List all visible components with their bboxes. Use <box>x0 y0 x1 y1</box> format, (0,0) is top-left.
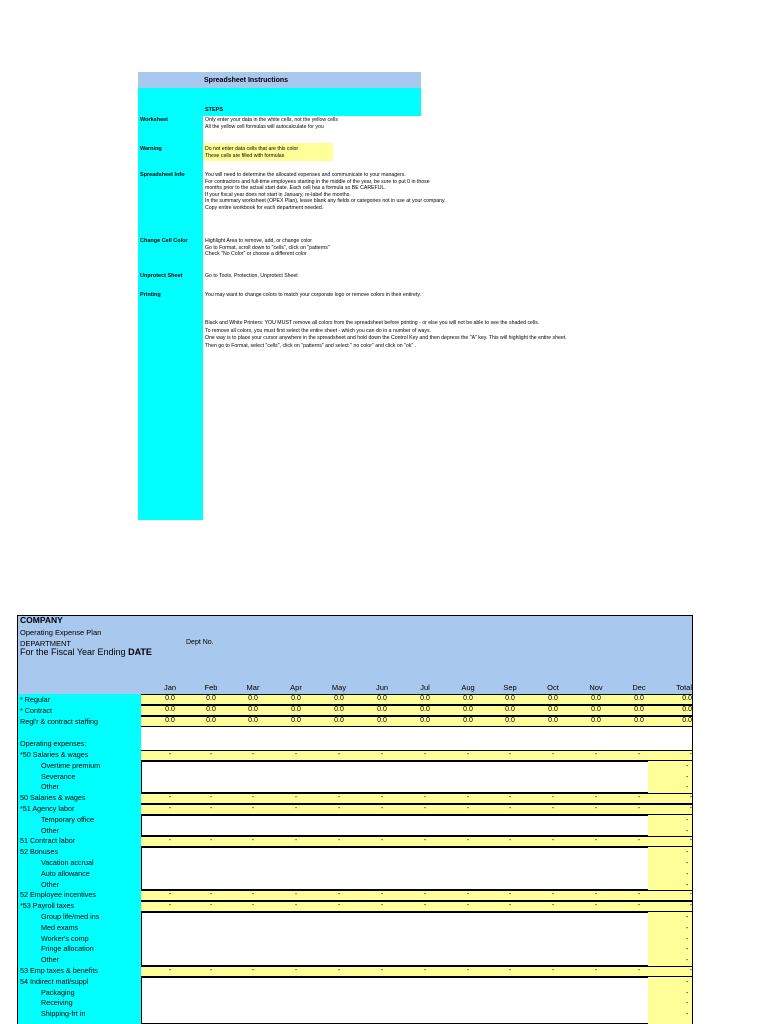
value-cell: - <box>508 805 512 812</box>
value-cell[interactable]: 0.0 <box>334 706 344 713</box>
fiscal-date[interactable]: DATE <box>128 647 152 657</box>
expense-row-label: Worker's comp <box>41 933 89 943</box>
value-cell[interactable]: 0.0 <box>377 695 387 702</box>
staffing-row-label: * Contract <box>20 706 52 715</box>
value-cell[interactable]: 0.0 <box>291 706 301 713</box>
value-cell: - <box>551 794 555 802</box>
total-dash: - <box>686 1000 689 1008</box>
value-cell: - <box>251 794 255 802</box>
value-cell: - <box>168 751 172 758</box>
total-cell: - <box>689 805 692 812</box>
instruction-label: Printing <box>140 292 161 298</box>
total-dash: - <box>686 870 689 878</box>
value-cell: - <box>380 794 384 802</box>
value-cell[interactable]: 0.0 <box>420 695 430 702</box>
value-cell: - <box>594 794 598 802</box>
value-cell: - <box>251 751 255 758</box>
expense-row-label: 52 Bonuses <box>20 847 58 857</box>
expense-row-label: Temporary office <box>41 814 94 824</box>
bw-instruction-line: One way is to place your cursor anywhere in the spreadsheet and hold down the Control Key and then depress the "A" key. This will highlight the entire sheet. <box>205 335 567 342</box>
value-cell: 0.0 <box>291 717 301 724</box>
expense-total-row <box>141 793 692 804</box>
value-cell: 0.0 <box>591 717 601 724</box>
total-dash: - <box>686 849 689 857</box>
value-cell: - <box>251 805 255 812</box>
value-cell: - <box>380 837 384 845</box>
expense-total-row <box>141 836 692 847</box>
instruction-line: For contractors and full-time employees starting in the middle of the year, be sure to put 0 in those <box>205 178 430 185</box>
month-header-apr: Apr <box>290 683 302 692</box>
value-cell: - <box>508 794 512 802</box>
expense-row-label: Other <box>41 879 59 889</box>
expense-row-label: Group life/med ins <box>41 912 100 921</box>
value-cell: - <box>251 967 255 974</box>
value-cell: - <box>337 902 341 910</box>
value-cell: - <box>294 751 298 758</box>
total-cell: - <box>689 967 692 974</box>
value-cell: - <box>168 902 172 910</box>
value-cell[interactable]: 0.0 <box>248 695 258 702</box>
total-cell: 0.0 <box>682 717 692 724</box>
instruction-line: These cells are filled with formulas <box>205 152 285 159</box>
instructions-steps-band <box>203 88 421 116</box>
instruction-line: Copy entire workbook for each department needed. <box>205 205 324 211</box>
month-header-mar: Mar <box>246 683 260 692</box>
value-cell: - <box>380 751 384 758</box>
value-cell: - <box>209 891 213 899</box>
value-cell: - <box>551 902 555 910</box>
value-cell: - <box>466 902 470 910</box>
total-dash: - <box>686 946 689 954</box>
value-cell: - <box>466 891 470 899</box>
value-cell: - <box>423 805 427 812</box>
value-cell: - <box>168 837 172 845</box>
total-dash: - <box>686 914 689 921</box>
month-header-sep: Sep <box>503 683 517 692</box>
total-dash: - <box>686 860 689 867</box>
instruction-line: Go to Format, scroll down to "cells", click on "patterns" <box>205 244 330 251</box>
total-cell: - <box>689 794 692 802</box>
instruction-line: Highlight Area to remove, add, or change color <box>205 238 312 244</box>
staffing-row <box>141 705 692 716</box>
value-cell[interactable]: 0.0 <box>548 706 558 713</box>
value-cell[interactable]: 0.0 <box>248 706 258 713</box>
value-cell: - <box>594 967 598 974</box>
value-cell: - <box>551 805 555 812</box>
steps-label: STEPS <box>205 107 224 113</box>
instructions-label-column <box>138 88 203 520</box>
expense-total-row <box>141 901 692 912</box>
value-cell: 0.0 <box>634 717 644 724</box>
expense-row-label: Receiving <box>41 998 73 1008</box>
value-cell: - <box>466 751 470 758</box>
operating-expenses-label: Operating expenses: <box>20 739 87 748</box>
month-header-oct: Oct <box>547 683 559 692</box>
month-header-aug: Aug <box>461 683 475 692</box>
value-cell: - <box>209 805 213 812</box>
value-cell[interactable]: 0.0 <box>165 706 175 713</box>
value-cell[interactable]: 0.0 <box>206 695 216 702</box>
expense-row-label: *51 Agency labor <box>20 804 75 813</box>
instruction-label: Warning <box>140 146 162 152</box>
value-cell: - <box>594 837 598 845</box>
total-cell: - <box>689 837 692 845</box>
value-cell: - <box>594 902 598 910</box>
total-cell: - <box>689 902 692 910</box>
value-cell: - <box>551 751 555 758</box>
value-cell[interactable]: 0.0 <box>377 706 387 713</box>
value-cell: - <box>423 794 427 802</box>
value-cell[interactable]: 0.0 <box>420 706 430 713</box>
month-header-feb: Feb <box>204 683 218 692</box>
total-header: Total <box>676 683 692 692</box>
instruction-line: In the summary worksheet (OPEX Plan), leave blank any fields or categories not in use at your company. <box>205 198 446 205</box>
month-header-may: May <box>331 683 347 692</box>
instruction-line: Only enter your data in the white cells, not the yellow cells <box>205 117 338 123</box>
value-cell: - <box>294 891 298 899</box>
value-cell[interactable]: 0.0 <box>634 695 644 702</box>
value-cell: - <box>637 891 641 899</box>
instruction-label: Spreadsheet Info <box>140 172 185 178</box>
expense-row-label: Med exams <box>41 922 79 932</box>
plan-subtitle: Operating Expense Plan <box>20 628 102 637</box>
value-cell[interactable]: 0.0 <box>505 706 515 713</box>
bw-instruction-line: Then go to Format, select "cells", click on "patterns" and select " no color" and click on "ok" . <box>205 343 417 350</box>
value-cell: - <box>508 891 512 899</box>
instruction-line: All the yellow cell formulas will autocalculate for you <box>205 123 324 130</box>
value-cell: - <box>337 751 341 758</box>
value-cell: - <box>594 891 598 899</box>
total-dash: - <box>686 784 689 792</box>
value-cell: 0.0 <box>377 717 387 724</box>
value-cell: 0.0 <box>548 717 558 724</box>
total-dash: - <box>686 773 689 781</box>
fiscal-year-line <box>20 647 152 657</box>
total-dash: - <box>686 989 689 997</box>
staffing-row <box>141 694 692 705</box>
value-cell: - <box>294 805 298 812</box>
month-header-jan: Jan <box>163 683 177 692</box>
fiscal-prefix: For the Fiscal Year Ending <box>20 647 126 657</box>
data-entry-area[interactable] <box>141 977 649 1024</box>
value-cell: - <box>380 805 384 812</box>
value-cell: - <box>251 837 255 845</box>
expense-row-label: Other <box>41 782 59 792</box>
total-cell: 0.0 <box>682 695 692 702</box>
instructions-header <box>138 72 421 88</box>
total-dash: - <box>686 935 689 943</box>
value-cell: - <box>209 837 213 845</box>
instruction-line: You may want to change colors to match your corporate logo or remove colors in their entirety. <box>205 292 421 298</box>
expense-row-label: Other <box>41 825 59 835</box>
instruction-line: Go to Tools, Protection, Unprotect Sheet <box>205 273 298 279</box>
value-cell: - <box>508 967 512 974</box>
instruction-line: You will need to determine the allocated expenses and communicate to your managers. <box>205 172 406 178</box>
expense-total-row <box>141 966 692 977</box>
value-cell: - <box>337 967 341 974</box>
expense-row-label: Severance <box>41 771 76 781</box>
instruction-label: Worksheet <box>140 117 169 123</box>
value-cell: - <box>508 751 512 758</box>
instruction-line: Check "No Color" or choose a different color <box>205 251 307 258</box>
value-cell: - <box>594 805 598 812</box>
value-cell: - <box>637 805 641 812</box>
expense-row-label: Packaging <box>41 987 75 997</box>
value-cell: - <box>168 805 172 812</box>
expense-row-label: Auto allowance <box>41 868 90 878</box>
value-cell[interactable]: 0.0 <box>463 695 473 702</box>
value-cell: - <box>637 967 641 974</box>
total-cell: - <box>689 751 692 758</box>
value-cell[interactable]: 0.0 <box>634 706 644 713</box>
value-cell: - <box>423 751 427 758</box>
value-cell: - <box>551 891 555 899</box>
month-header-dec: Dec <box>632 683 646 692</box>
data-entry-area[interactable] <box>141 847 649 890</box>
value-cell: 0.0 <box>463 717 473 724</box>
value-cell: - <box>209 967 213 974</box>
value-cell[interactable]: 0.0 <box>548 695 558 702</box>
value-cell: - <box>466 805 470 812</box>
value-cell: - <box>294 967 298 974</box>
data-entry-area[interactable] <box>141 761 649 793</box>
expense-total-row <box>141 750 692 761</box>
value-cell: - <box>508 837 512 845</box>
expense-row-label: Shipping-frt in <box>41 1009 86 1019</box>
value-cell: - <box>551 837 555 845</box>
total-cell: - <box>689 891 692 899</box>
month-header-jun: Jun <box>375 683 389 692</box>
value-cell: - <box>380 891 384 899</box>
value-cell: - <box>466 794 470 802</box>
data-entry-area[interactable] <box>141 912 649 966</box>
expense-row-label: Other <box>41 955 59 965</box>
value-cell: - <box>209 794 213 802</box>
staffing-row <box>141 716 692 727</box>
month-header-jul: Jul <box>420 683 430 692</box>
instruction-label: Unprotect Sheet <box>140 273 183 279</box>
expense-total-row <box>141 890 692 901</box>
value-cell: - <box>337 794 341 802</box>
value-cell: - <box>294 794 298 802</box>
value-cell: 0.0 <box>505 717 515 724</box>
value-cell[interactable]: 0.0 <box>591 706 601 713</box>
value-cell: - <box>423 891 427 899</box>
staffing-row-label: * Regular <box>20 695 50 704</box>
value-cell: - <box>508 902 512 910</box>
instruction-line: If your fiscal year does not start in January, re-label the months. <box>205 191 351 198</box>
value-cell[interactable]: 0.0 <box>334 695 344 702</box>
staffing-row-label: Regl'r & contract staffing <box>20 717 98 726</box>
expense-total-row <box>141 804 692 815</box>
value-cell: - <box>251 891 255 899</box>
value-cell: - <box>294 837 298 845</box>
company-name[interactable]: COMPANY <box>20 615 63 625</box>
expense-row-label: Overtime premium <box>41 760 101 770</box>
expense-row-label: 50 Salaries & wages <box>20 793 86 803</box>
expense-row-label: *50 Salaries & wages <box>20 750 89 759</box>
value-cell: - <box>337 805 341 812</box>
department-name[interactable]: DEPARTMENT <box>20 639 71 648</box>
total-dash: - <box>686 881 689 889</box>
data-entry-area[interactable] <box>141 815 649 837</box>
value-cell: - <box>251 902 255 910</box>
value-cell: 0.0 <box>206 717 216 724</box>
instructions-title: Spreadsheet Instructions <box>204 77 289 84</box>
value-cell: - <box>423 967 427 974</box>
value-cell: - <box>380 902 384 910</box>
value-cell[interactable]: 0.0 <box>291 695 301 702</box>
expense-row-label: *53 Payroll taxes <box>20 901 74 911</box>
instruction-label: Change Cell Color <box>140 238 188 244</box>
value-cell: - <box>337 837 341 845</box>
value-cell: - <box>551 967 555 974</box>
value-cell: - <box>637 751 641 758</box>
value-cell: - <box>380 967 384 974</box>
value-cell: - <box>637 794 641 802</box>
value-cell: - <box>168 891 172 899</box>
expense-row-label: 51 Contract labor <box>20 836 76 846</box>
value-cell: - <box>466 837 470 845</box>
value-cell[interactable]: 0.0 <box>591 695 601 702</box>
dept-no-label: Dept No. <box>186 639 214 646</box>
value-cell: - <box>423 837 427 845</box>
total-dash: - <box>686 816 689 824</box>
total-dash: - <box>686 762 689 770</box>
value-cell[interactable]: 0.0 <box>165 695 175 702</box>
value-cell[interactable]: 0.0 <box>505 695 515 702</box>
total-cell: 0.0 <box>682 706 692 713</box>
value-cell: - <box>637 902 641 910</box>
expense-row-label: 54 Indirect matl/suppl <box>20 976 89 986</box>
total-dash: - <box>686 827 689 835</box>
value-cell: - <box>423 902 427 910</box>
expense-row-label: Fringe allocation <box>41 944 94 954</box>
expense-row-label: Vacation accrual <box>41 858 94 867</box>
value-cell[interactable]: 0.0 <box>463 706 473 713</box>
value-cell: - <box>209 751 213 758</box>
expense-row-label: 53 Emp taxes & benefits <box>20 966 98 975</box>
value-cell: 0.0 <box>248 717 258 724</box>
value-cell: - <box>466 967 470 974</box>
total-dash: - <box>686 1011 689 1019</box>
value-cell: 0.0 <box>334 717 344 724</box>
value-cell: - <box>594 751 598 758</box>
bw-instruction-line: Black and White Printers: YOU MUST remove all colors from the spreadsheet before printing - or else you will not be able to see the shaded cells. <box>205 320 540 326</box>
instruction-line: months prior to the actual start date. Each cell has a formula so BE CAREFUL. <box>205 185 386 192</box>
value-cell: - <box>168 967 172 974</box>
value-cell[interactable]: 0.0 <box>206 706 216 713</box>
value-cell: 0.0 <box>420 717 430 724</box>
value-cell: - <box>294 902 298 910</box>
value-cell: - <box>637 837 641 845</box>
value-cell: - <box>209 902 213 910</box>
bw-instruction-line: To remove all colors, you must first select the entire sheet - which you can do in a number of ways. <box>205 327 432 334</box>
expense-row-label: 52 Employee incentives <box>20 890 96 900</box>
value-cell: 0.0 <box>165 717 175 724</box>
month-header-nov: Nov <box>589 683 603 692</box>
value-cell: - <box>168 794 172 802</box>
total-dash: - <box>686 978 689 986</box>
total-dash: - <box>686 957 689 965</box>
instruction-line: Do not enter data cells that are this color <box>205 146 299 152</box>
value-cell: - <box>337 891 341 899</box>
total-dash: - <box>686 924 689 932</box>
